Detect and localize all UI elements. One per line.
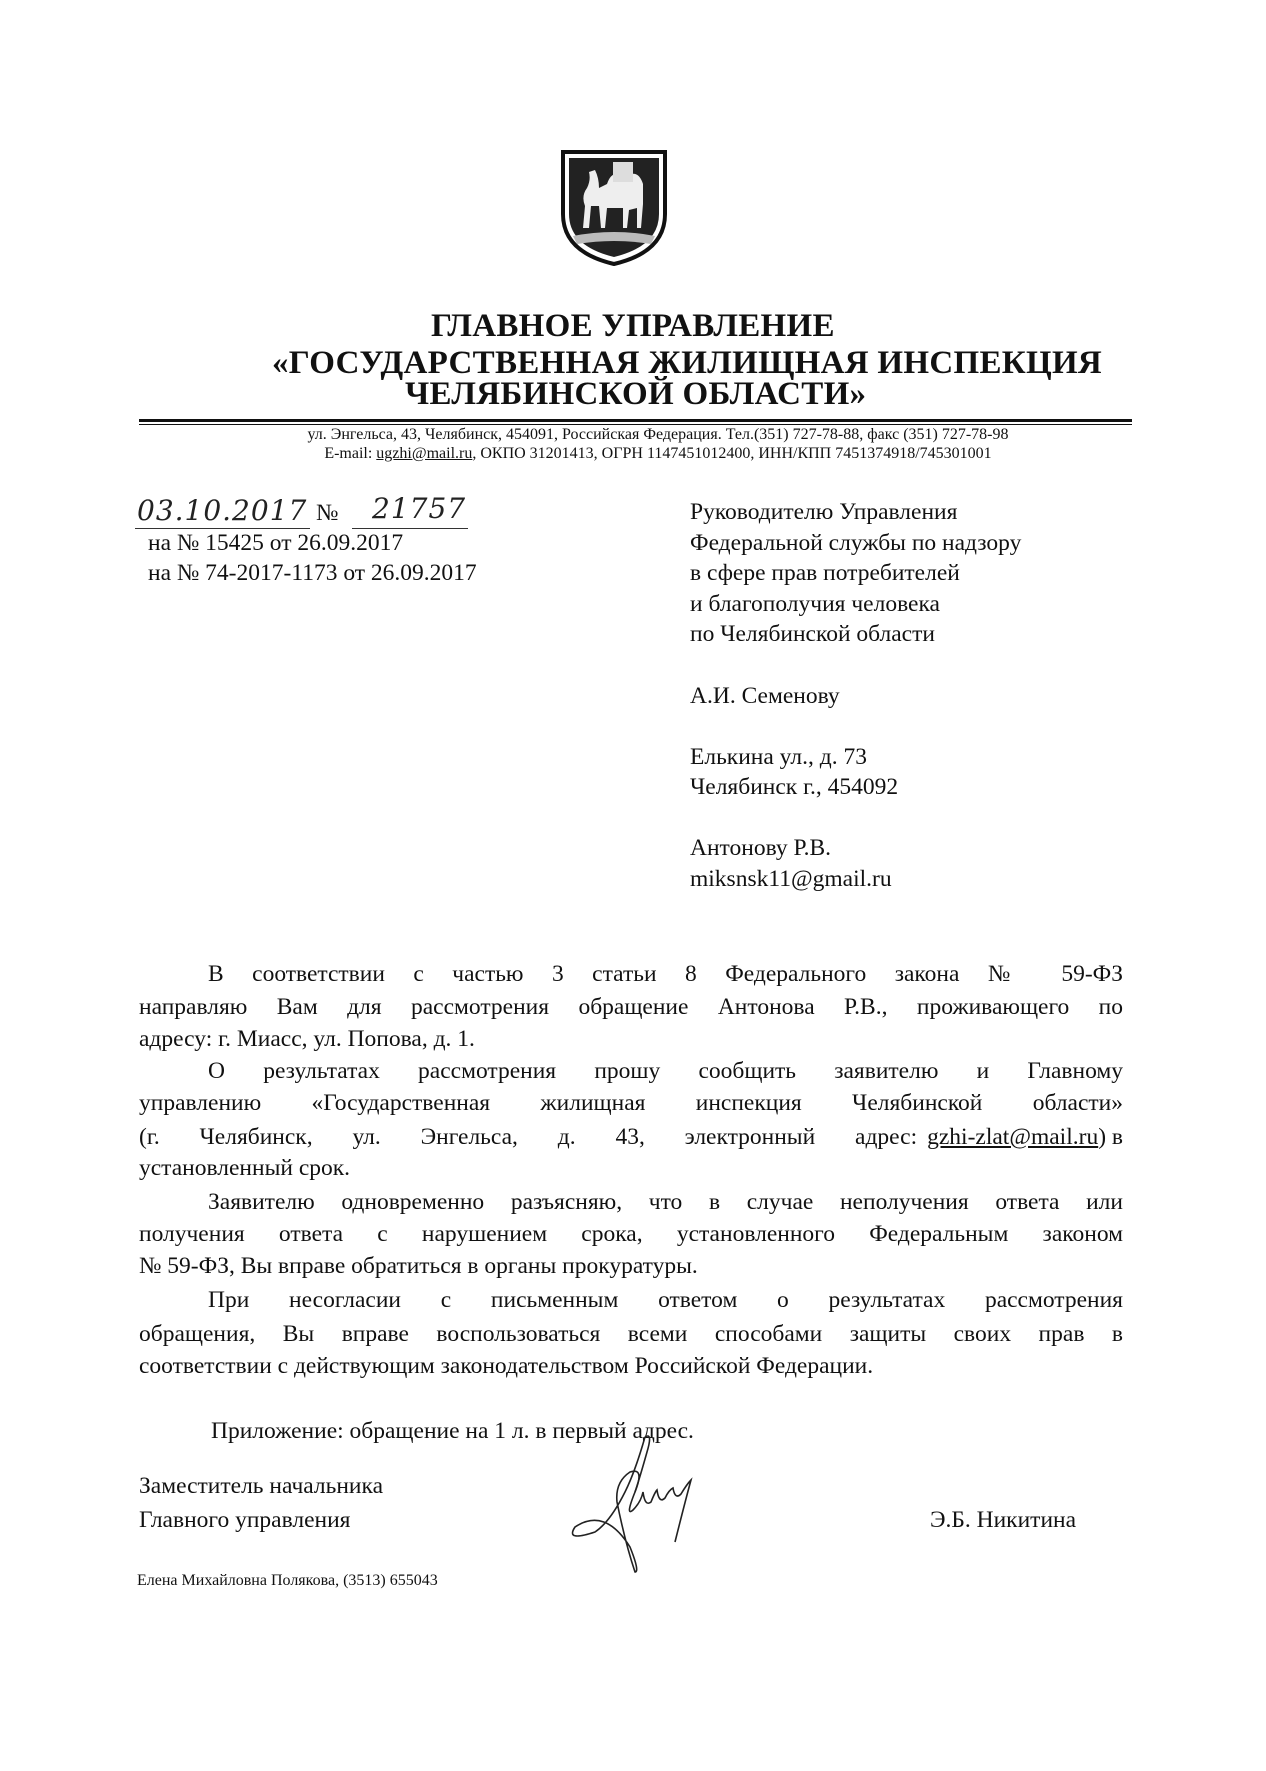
body-line-text: (г. Челябинск, ул. Энгельса, д. 43, электронный адрес: xyxy=(139,1124,918,1150)
body-line: направляю Вам для рассмотрения обращение Антонова Р.В., проживающего по xyxy=(139,994,1123,1020)
org-title-line-2: «ГОСУДАРСТВЕННАЯ ЖИЛИЩНАЯ ИНСПЕКЦИЯ xyxy=(272,345,1103,381)
header-divider-thin xyxy=(139,424,1132,425)
recipient-address-1: Елькина ул., д. 73 xyxy=(690,744,867,770)
recipient-position-2: Федеральной службы по надзору xyxy=(690,530,1022,556)
body-line: соответствии с действующим законодательством Российской Федерации. xyxy=(139,1353,874,1379)
signer-position-1: Заместитель начальника xyxy=(139,1473,383,1499)
registry-codes: , ОКПО 31201413, ОГРН 1147451012400, ИНН/КПП 7451374918/745301001 xyxy=(472,445,992,462)
body-line: № 59-ФЗ, Вы вправе обратиться в органы прокуратуры. xyxy=(139,1253,698,1279)
copy-recipient-name: Антонову Р.В. xyxy=(690,835,832,861)
body-line: Заявителю одновременно разъясняю, что в случае неполучения ответа или xyxy=(208,1189,1123,1215)
body-line: установленный срок. xyxy=(139,1155,351,1181)
body-line: управлению «Государственная жилищная инспекция Челябинской области» xyxy=(139,1090,1123,1116)
org-title-line-1: ГЛАВНОЕ УПРАВЛЕНИЕ xyxy=(431,308,835,344)
reply-reference-2: на № 74-2017-1173 от 26.09.2017 xyxy=(148,560,477,586)
recipient-position-1: Руководителю Управления xyxy=(690,499,958,525)
body-line xyxy=(139,1124,1123,1151)
org-title-line-3: ЧЕЛЯБИНСКОЙ ОБЛАСТИ» xyxy=(405,376,867,412)
recipient-position-3: в сфере прав потребителей xyxy=(690,560,960,586)
number-sign: № xyxy=(316,500,339,526)
reply-reference-1: на № 15425 от 26.09.2017 xyxy=(148,530,404,556)
body-line: получения ответа с нарушением срока, установленного Федеральным законом xyxy=(139,1221,1123,1247)
body-line: При несогласии с письменным ответом о результатах рассмотрения xyxy=(208,1287,1123,1313)
handwritten-signature xyxy=(555,1432,740,1577)
signer-position-2: Главного управления xyxy=(139,1507,351,1533)
body-line-tail: ) в xyxy=(1098,1124,1123,1150)
coat-of-arms-emblem xyxy=(555,144,673,268)
signer-name: Э.Б. Никитина xyxy=(930,1507,1077,1533)
number-underline xyxy=(352,528,468,529)
inspection-email-link[interactable]: gzhi-zlat@mail.ru xyxy=(927,1124,1099,1150)
org-address: ул. Энгельса, 43, Челябинск, 454091, Российская Федерация. Тел.(351) 727-78-88, факс (351) 727-78-98 xyxy=(307,426,1009,443)
outgoing-number: 21757 xyxy=(372,492,467,525)
attachment-note: Приложение: обращение на 1 л. в первый адрес. xyxy=(211,1418,694,1444)
org-email-link[interactable]: ugzhi@mail.ru xyxy=(376,445,473,462)
copy-recipient-email: miksnsk11@gmail.ru xyxy=(690,866,892,892)
body-line: обращения, Вы вправе воспользоваться всеми способами защиты своих прав в xyxy=(139,1321,1123,1347)
recipient-name: А.И. Семенову xyxy=(690,683,840,709)
org-contacts xyxy=(244,445,1072,463)
recipient-address-2: Челябинск г., 454092 xyxy=(690,774,899,800)
body-line: В соответствии с частью 3 статьи 8 Федерального закона № 59-ФЗ xyxy=(208,961,1123,987)
email-label: E-mail: xyxy=(324,445,377,462)
outgoing-date: 03.10.2017 xyxy=(137,494,308,527)
executor-contact: Елена Михайловна Полякова, (3513) 655043 xyxy=(137,1572,438,1589)
body-line: адресу: г. Миасс, ул. Попова, д. 1. xyxy=(139,1026,475,1052)
body-line: О результатах рассмотрения прошу сообщить заявителю и Главному xyxy=(208,1058,1123,1084)
date-underline xyxy=(135,528,310,529)
header-divider-thick xyxy=(139,419,1132,422)
recipient-position-5: по Челябинской области xyxy=(690,621,935,647)
recipient-position-4: и благополучия человека xyxy=(690,591,940,617)
